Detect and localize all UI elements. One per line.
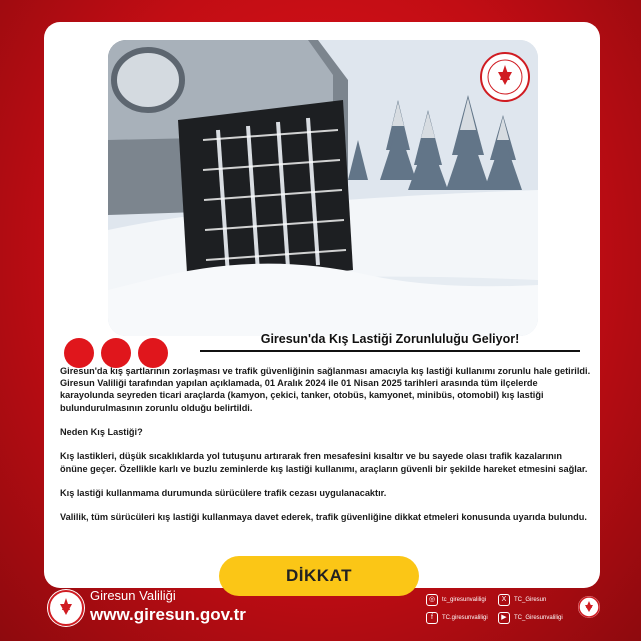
social-youtube[interactable]: ▶ TC_Giresunvaliligi [498, 612, 563, 624]
paragraph-heading: Neden Kış Lastiği? [60, 427, 143, 437]
dikkat-badge: DİKKAT [219, 556, 419, 596]
giresun-valiligi-seal-icon [480, 52, 530, 102]
paragraph-penalty: Kış lastiği kullanmama durumunda sürücülere trafik cezası uygulanacaktır. [60, 487, 387, 498]
winter-tire-photo [108, 40, 538, 336]
announcement-body [60, 365, 592, 536]
footer-seal-icon [47, 589, 85, 627]
x-icon: X [498, 594, 510, 606]
social-facebook[interactable]: f TC.giresunvaliligi [426, 612, 488, 624]
red-dot-2 [101, 338, 131, 368]
social-x[interactable]: X TC_Giresun [498, 594, 546, 606]
red-dot-3 [138, 338, 168, 368]
footer-right-seal-icon [578, 596, 600, 618]
facebook-icon: f [426, 612, 438, 624]
footer-website-link[interactable]: www.giresun.gov.tr [90, 605, 246, 624]
red-dot-1 [64, 338, 94, 368]
paragraph-warning: Valilik, tüm sürücüleri kış lastiği kullanmaya davet ederek, trafik güvenliğine dikkat etmeleri konusunda uyarıda bulundu. [60, 512, 587, 523]
paragraph-intro: Giresun'da kış şartlarının zorlaşması ve trafik güvenliğinin sağlanması amacıyla kış lastiği kullanımı zorunlu hale getirildi. Giresun Valiliği tarafından yapılan açıklamada, 01 Aralık 2024 ile 01 Nisan 2025 tarihleri arasında tüm ilçelerde karayolunda seyreden ticari araçlarda (kamyon, çekici, tanker, otobüs, kamyonet, minibüs, otomobil) kış lastiği bulundurulmasının zorunlu olduğu belirtildi. [60, 366, 591, 413]
social-instagram[interactable]: ◎ tc_giresunvaliligi [426, 594, 486, 606]
announcement-title: Giresun'da Kış Lastiği Zorunluluğu Geliyor! [200, 332, 580, 352]
instagram-icon: ◎ [426, 594, 438, 606]
footer-org-name: Giresun Valiliği [90, 588, 176, 603]
announcement-card [44, 22, 600, 588]
paragraph-reason: Kış lastikleri, düşük sıcaklıklarda yol tutuşunu artırarak fren mesafesini kısaltır ve bu sayede olası trafik kazalarının önüne geçer. Özellikle karlı ve buzlu zeminlerde kış lastiği kullanımı, araçların güvenli bir şekilde hareket etmesini sağlar. [60, 451, 588, 474]
youtube-icon: ▶ [498, 612, 510, 624]
